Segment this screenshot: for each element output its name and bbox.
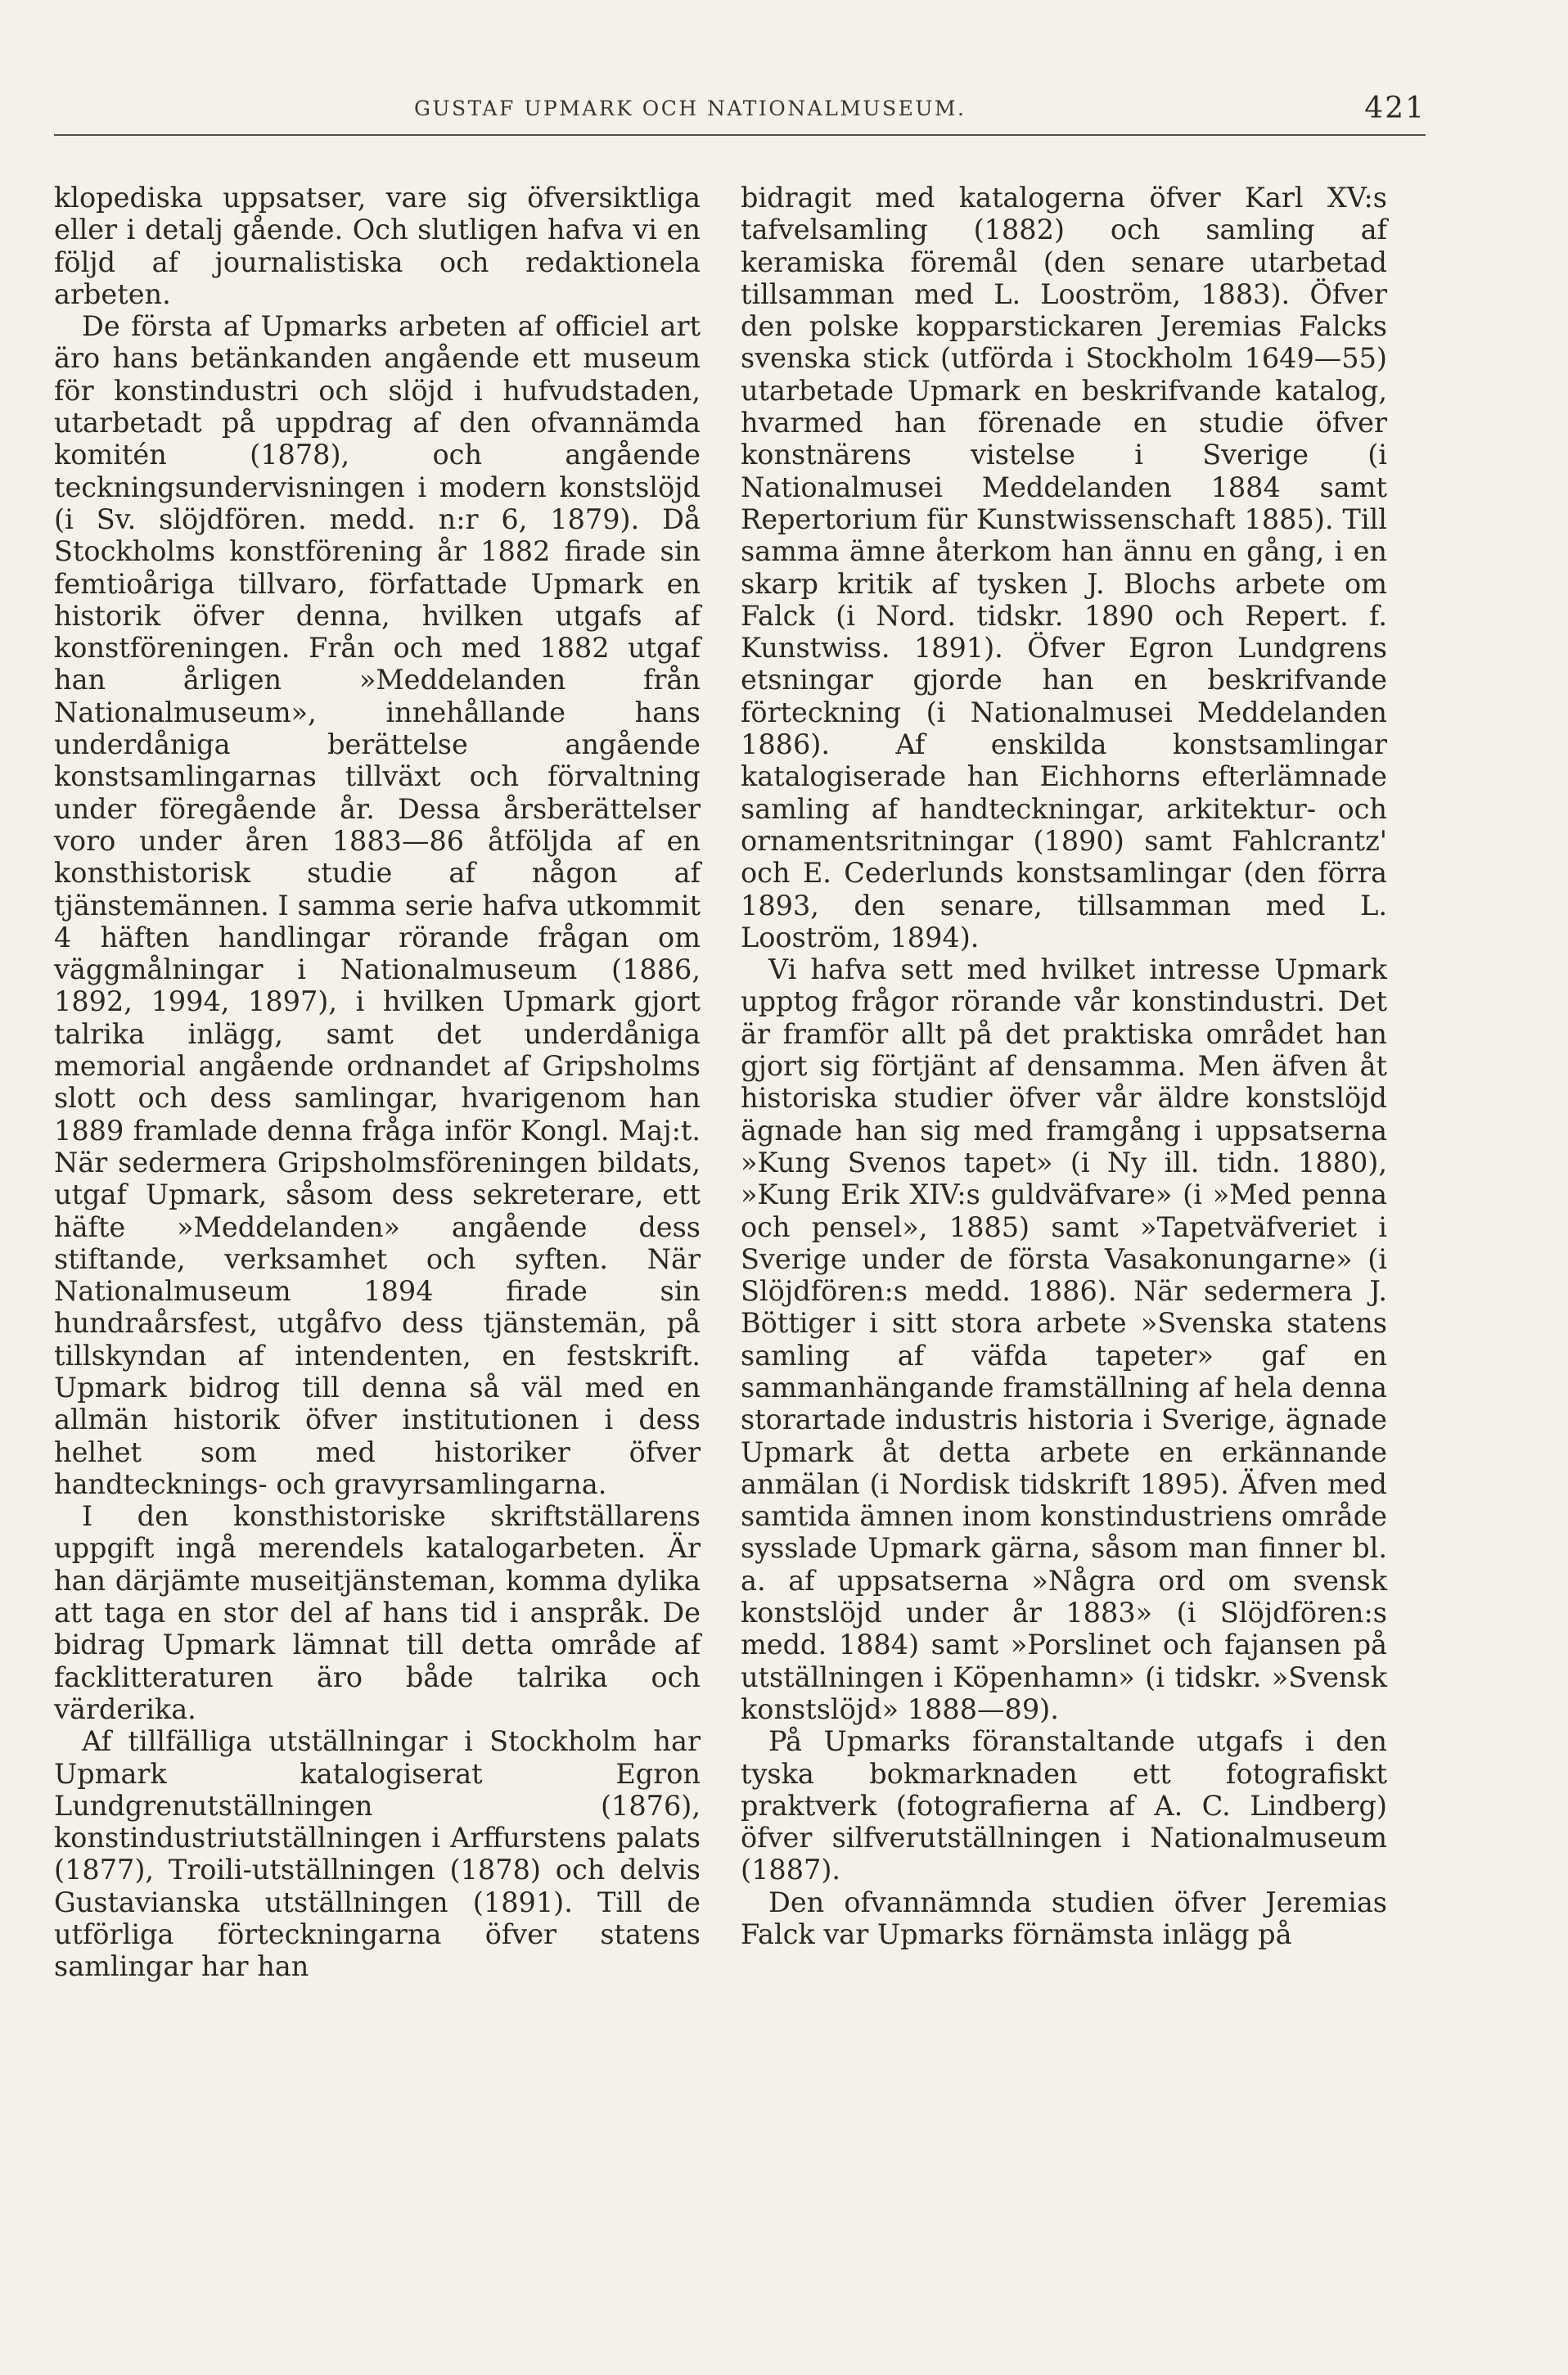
paragraph: Vi hafva sett med hvilket intresse Upmark upptog frågor rörande vår konstindustri. Det är framför allt på det praktiska området han gjort sig förtjänt af densamma. Men äfven åt historiska studier öfver vår äldre konstslöjd ägnade han sig med framgång i uppsatserna »Kung Svenos tapet» (i Ny ill. tidn. 1880), »Kung Erik XIV:s guldväfvare» (i »Med penna och pensel», 1885) samt »Tapetväfveriet i Sverige under de första Vasakonungarne» (i Slöjdfören:s medd. 1886). När sedermera J. Böttiger i sitt stora arbete »Svenska statens samling af väfda tapeter» gaf en sammanhängande framställning af hela denna storartade industris historia i Sverige, ägnade Upmark åt detta arbete en erkännande anmälan (i Nordisk tidskrift 1895). Äfven med samtida ämnen inom konstindustriens område sysslade Upmark gärna, såsom man finner bl. a. af uppsatserna »Några ord om svensk konstslöjd under år 1883» (i Slöjdfören:s medd. 1884) samt »Porslinet och fajansen på utställningen i Köpenhamn» (i tidskr. »Svensk konstslöjd» 1888—89). <box>741 953 1387 1725</box>
paragraph: Af tillfälliga utställningar i Stockholm har Upmark katalogiserat Egron Lundgrenutställningen (1876), konstindustriutställningen i Arffurstens palats (1877), Troili-utställningen (1878) och delvis Gustavianska utställningen (1891). Till de utförliga förteckningarna öfver statens samlingar har han <box>54 1725 701 1983</box>
page-number: 421 <box>1364 92 1426 125</box>
left-column <box>54 182 701 1983</box>
paragraph: Den ofvannämnda studien öfver Jeremias Falck var Upmarks förnämsta inlägg på <box>741 1886 1387 1951</box>
paragraph: På Upmarks föranstaltande utgafs i den tyska bokmarknaden ett fotografiskt praktverk (fotografierna af A. C. Lindberg) öfver silfverutställningen i Nationalmuseum (1887). <box>741 1725 1387 1886</box>
paragraph: bidragit med katalogerna öfver Karl XV:s tafvelsamling (1882) och samling af keramiska föremål (den senare utarbetad tillsamman med L. Looström, 1883). Öfver den polske kopparstickaren Jeremias Falcks svenska stick (utförda i Stockholm 1649—55) utarbetade Upmark en beskrifvande katalog, hvarmed han förenade en studie öfver konstnärens vistelse i Sverige (i Nationalmusei Meddelanden 1884 samt Repertorium für Kunstwissenschaft 1885). Till samma ämne återkom han ännu en gång, i en skarp kritik af tysken J. Blochs arbete om Falck (i Nord. tidskr. 1890 och Repert. f. Kunstwiss. 1891). Öfver Egron Lundgrens etsningar gjorde han en beskrifvande förteckning (i Nationalmusei Meddelanden 1886). Af enskilda konstsamlingar katalogiserade han Eichhorns efterlämnade samling af handteckningar, arkitektur- och ornamentsritningar (1890) samt Fahlcrantz' och E. Cederlunds konstsamlingar (den förra 1893, den senare, tillsamman med L. Looström, 1894). <box>741 182 1387 953</box>
running-header <box>54 92 1426 136</box>
paragraph: klopediska uppsatser, vare sig öfversiktliga eller i detalj gående. Och slutligen hafva vi en följd af journalistiska och redaktionela arbeten. <box>54 182 701 310</box>
right-column <box>741 182 1387 1950</box>
paragraph: De första af Upmarks arbeten af officiel art äro hans betänkanden angående ett museum för konstindustri och slöjd i hufvudstaden, utarbetadt på uppdrag af den ofvannämda komitén (1878), och angående teckningsundervisningen i modern konstslöjd (i Sv. slöjdfören. medd. n:r 6, 1879). Då Stockholms konstförening år 1882 firade sin femtioåriga tillvaro, författade Upmark en historik öfver denna, hvilken utgafs af konstföreningen. Från och med 1882 utgaf han årligen »Meddelanden från Nationalmuseum», innehållande hans underdåniga berättelse angående konstsamlingarnas tillväxt och förvaltning under föregående år. Dessa årsberättelser voro under åren 1883—86 åtföljda af en konsthistorisk studie af någon af tjänstemännen. I samma serie hafva utkommit 4 häften handlingar rörande frågan om väggmålningar i Nationalmuseum (1886, 1892, 1994, 1897), i hvilken Upmark gjort talrika inlägg, samt det underdåniga memorial angående ordnandet af Gripsholms slott och dess samlingar, hvarigenom han 1889 framlade denna fråga inför Kongl. Maj:t. När sedermera Gripsholmsföreningen bildats, utgaf Upmark, såsom dess sekreterare, ett häfte »Meddelanden» angående dess stiftande, verksamhet och syften. När Nationalmuseum 1894 firade sin hundraårsfest, utgåfvo dess tjänstemän, på tillskyndan af intendenten, en festskrift. Upmark bidrog till denna så väl med en allmän historik öfver institutionen i dess helhet som med historiker öfver handtecknings- och gravyrsamlingarna. <box>54 310 701 1500</box>
paragraph: I den konsthistoriske skriftställarens uppgift ingå merendels katalogarbeten. Är han därjämte museitjänsteman, komma dylika att taga en stor del af hans tid i anspråk. De bidrag Upmark lämnat till detta område af facklitteraturen äro både talrika och värderika. <box>54 1500 701 1725</box>
running-title: GUSTAF UPMARK OCH NATIONALMUSEUM. <box>414 97 966 120</box>
